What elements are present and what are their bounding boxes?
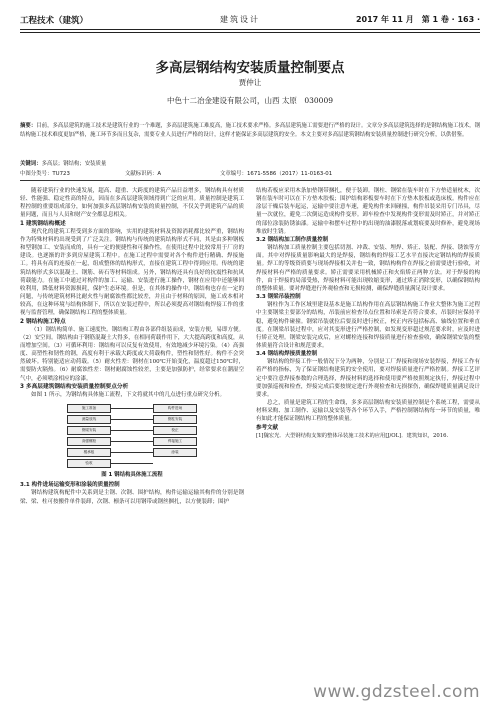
section-2-body: （1）钢结构简单、施工速度快。钢结构工程由各部件组装而成，安装方便，易即方便。（2）安空间。钢结构由于钢筋混凝土大得多，在相同荷载作用下，大大提高跨度和高度，从而增加空间。（3）可循环利用：钢结构可以反复有效使用，有效地减少环境污染。（4）高强度、高塑性和韧性的钢，高度有利于承载大跨度或大荷载构件，塑性和韧性好。构件不会突然破坏。特别能适应动荷载。（5）耐火性差：钢材在100℃开始变化，温度超过150℃时，需要防火隔热。（6）耐腐蚀性差：钢材耐腐蚀性较差，主要是加强防护，经常要求在潮湿空气中，必须喷涂相应的涂漆。 (20, 326, 244, 382)
header-rule-thin (20, 32, 480, 33)
abstract (20, 122, 480, 140)
section-3-1-heading: 3.1 构件进场运输变形和涂装的质量控制 (20, 482, 120, 489)
flowchart-connector (110, 408, 153, 409)
flowchart-box: 高强螺栓 (67, 437, 111, 446)
author-name: 贾仲让 (238, 78, 262, 87)
left-column (20, 187, 244, 506)
abstract-divider (20, 180, 480, 181)
figure-caption: 图 1 钢结构具体施工流程 (101, 472, 163, 479)
article-title: 多高层钢结构安装质量控制要点 (155, 60, 345, 76)
affiliation: 中色十二冶金建设有限公司，山西 太原 030009 (166, 96, 333, 105)
section-3-4-body: 钢结构的焊接工作一般情况下分为两种，分别是工厂焊接和现场安装焊接，焊接工作有着严格的指标，为了保证钢结构建筑的安全使用，要对焊接质量进行严格控制。焊接工艺评定中要注意焊接参数的合理选择，焊接材料的选择和使用要严格按照规定执行，焊接过程中要加强巡视和检查，焊接完成后要按规定进行外观检查和无损探伤，确保焊缝质量满足设计要求。 (256, 359, 480, 398)
flowchart-box: 校正 (153, 426, 197, 435)
flowchart-connector (110, 430, 153, 431)
section-1-heading: 1 建筑钢结构概述 (20, 220, 66, 227)
flowchart-connector (110, 463, 153, 464)
doc-code: 文献标识码：A (125, 171, 162, 177)
flowchart-box: 焊接施工 (153, 437, 197, 446)
intro-paragraph: 随着建筑行业的快速发展，超高、超重、大跨度的建筑产品日益增多，钢结构具有材质轻、性能强、稳定性高的特点，因而在多高层建筑领域得到广泛的应用。质量控制是建筑工程控制的重要组成部分，如何加强多高层钢结构安装的质量控制，不仅关乎到建筑产品的质量问题，而且与人员和财产安全都息息相关。 (20, 188, 244, 219)
clc-number: 中图分类号：TU723 (20, 171, 70, 177)
flowchart-figure (47, 402, 217, 470)
section-1-body: 现代化的建筑工程受到多方面的影响，实用的建筑材料及资源消耗都比较严重，钢结构作为特殊材料的出现受到了广泛关注。钢结构与传统的建筑结构形式不同，其是由多种钢板和型钢加工、安装而成的，具有一定的便捷性和可操作性，在使用过程中比较常用于厂房的建设。也逐渐的许多到房屋建筑工程中。在施工过程中需要对各个构件进行精确、焊接施工。将具有高的连接在一起，组成整体的结构形式，直接在建筑工程中得到应用。传统的建筑结构形式多以混凝土、钢筋、砖石等材料组成。另外，钢结构还具有良好的抗震性和抗风荷载能力。在施工中通过对构件的加工、运输、安装进行施工操作，钢材在应用中还能够回收利用，降低材料资源损耗，保护生态环境。但是，在其体的操作中，钢结构也存在一定的问题，与传统建筑材料比耐火性与耐腐蚀性都比较差，并且由于材料的原因，施工成本相对较高，在这种环境与结构体制下，所以在安装过程中，所以必须提高对钢结构焊接工作的重视与监督管理，确保钢结构工程的整体质量。 (20, 228, 244, 317)
right-column (256, 187, 480, 440)
keywords (20, 159, 106, 167)
section-2-heading: 2 钢结构施工特点 (20, 318, 66, 325)
flowchart-box: 钢柱安装 (153, 415, 197, 424)
journal-name: 工程技术（建筑） (20, 16, 89, 26)
article-number: 文章编号：1671-5586（2017）11-0163-01 (220, 171, 333, 177)
flowchart-connector (110, 419, 153, 420)
section-3-4-heading: 3.4 钢结构焊接质量控制 (256, 351, 318, 358)
section-3-3-body: 钢柱作为工作区域里建设基本是施工结构作用在高层钢结构施工作业大整体为施工过程中主要钢梁主要部分的结构，吊装前应检查吊点位置和吊索是否符合要求，吊装时应保持平稳，避免构件碰撞。钢梁吊装就位后要及时进行校正，校正内容包括标高、轴线位置和垂直度。在钢梁吊装过程中，应对其变形进行严格控制，如发现变形超过规范要求时，应及时进行矫正处理。钢梁安装完成后，应对螺栓连接和焊接质量进行检查验收，确保钢梁安装的整体质量符合设计和规范要求。 (256, 302, 480, 349)
flowchart-box: 涂装 (153, 448, 197, 457)
abstract-text: 目前，多高层建筑的施工技术是建筑行业的一个难题，多高层建筑施工难度高，施工技术要求严格。多高层建筑施工需要进行严格的设计。文章分多高层建筑选择的是钢结构施工技术，钢结构施工技术难度更加严格，施工环节多而且复杂，需要专业人员进行严格的设计，这样才能保证多高层建筑的安全。本文主要对多高层建筑钢结构安装质量控制进行研究分析，以供借鉴。 (20, 123, 480, 138)
abstract-label: 摘要： (20, 123, 37, 129)
keywords-text: 多高层；钢结构；安装质量 (41, 161, 107, 167)
flowchart-box: 测量放线 (67, 415, 111, 424)
running-header (20, 6, 480, 30)
section-3-2-heading: 3.2 钢结构加工制作质量控制 (256, 236, 329, 243)
conclusion-paragraph: 总之，质量是建筑工程的生命线，多多高层钢结构安装质量控制是个系统工程，需要从材料采购、加工制作、运输以及安装等各个环节入手，严格控制钢结构每一环节的质量，唯有如此才能保证钢结构工程的整体质量。 (256, 400, 480, 423)
flowchart-connector (110, 441, 153, 442)
flowchart-box: 构件进场 (153, 404, 197, 413)
references-heading: 参考文献 (256, 424, 279, 431)
issue-info: 2017 年 11 月 第 1 卷 · 163 · (355, 15, 480, 24)
flowchart-box: 施工准备 (67, 404, 111, 413)
reference-1: [1]魏宏光．大型钢结构支架的整体吊装施工技术的应用[J/OL]．建筑知识，2016. (256, 432, 449, 439)
right-paragraph-1: 结构若板应采用木条加垫钢带捆扎，便于装卸。钢柱、钢梁在装车时在下方垫适量枕木，次钢在装车时可以在下方垫木胶板；围护结构彩板要车时在下方垫木胶板或选床板。构件应在涂层干燥后装车起运，运输中要注意车速，避免构件来回碰撞，构件吊装采用专门吊具，尽量一次就位，避免二次倒运造成构件变形。卸车检查中发现构件变形需及时矫正，并对矫正的部位涂装防锈油漆。运输中和摆车过程中的出现的油漆脱落或划痕要及时修补，避免现场堆放时生锈。 (256, 188, 480, 235)
section-3-1-body: 钢结构建筑构配件中关系到是主钢、次钢、围护结构，构件运输运输其构件的分别是钢梁、梁、柱可按搬件单件装卸，次钢、檩条可以用钢带或钢丝捆扎，以方便装卸；围护 (20, 490, 244, 505)
section-3-3-heading: 3.3 钢梁吊装控制 (256, 294, 301, 301)
section-3-2-body: 钢结构加工质量控制主要包括切割、冲裁、安装、埋焊、矫正、装配、焊接、锈蚀等方面。其中对焊接质量影响最大的是焊接，钢结构的焊接工艺水平直接决定钢结构的焊接质量。焊工的等级资质要与现场焊接相关并也一致，钢结构构件在焊接之前需要进行验收，对焊接材料有严格的质量要求。矫正需要采用机械矫正和火焰矫正两种方法。对于焊接的构件，由于焊接的局部受热，焊接材料可能出现收缩变形，通过矫正消除变形，以确保钢结构的整体质量。要对焊缝进行外观检查和无损检测，确保焊缝质量满足设计要求。 (256, 245, 480, 292)
flowchart-box: 验收 (67, 459, 111, 468)
section-name: 建筑设计 (220, 15, 260, 24)
keywords-label: 关键词： (20, 161, 42, 167)
flowchart-box: 楼承板 (67, 448, 111, 457)
section-3-body: 如图 1 所示，为钢结构具体施工流程，下文将就其中的几点进行重点研究分析。 (31, 391, 225, 398)
header-rule (20, 29, 480, 30)
watermark: www.gdzsteel.com (313, 682, 480, 702)
flowchart-box: 钢梁安装 (67, 426, 111, 435)
section-3-heading: 3 多高层建筑钢结构安装质量控制要点分析 (20, 383, 129, 390)
flowchart-connector (110, 452, 153, 453)
